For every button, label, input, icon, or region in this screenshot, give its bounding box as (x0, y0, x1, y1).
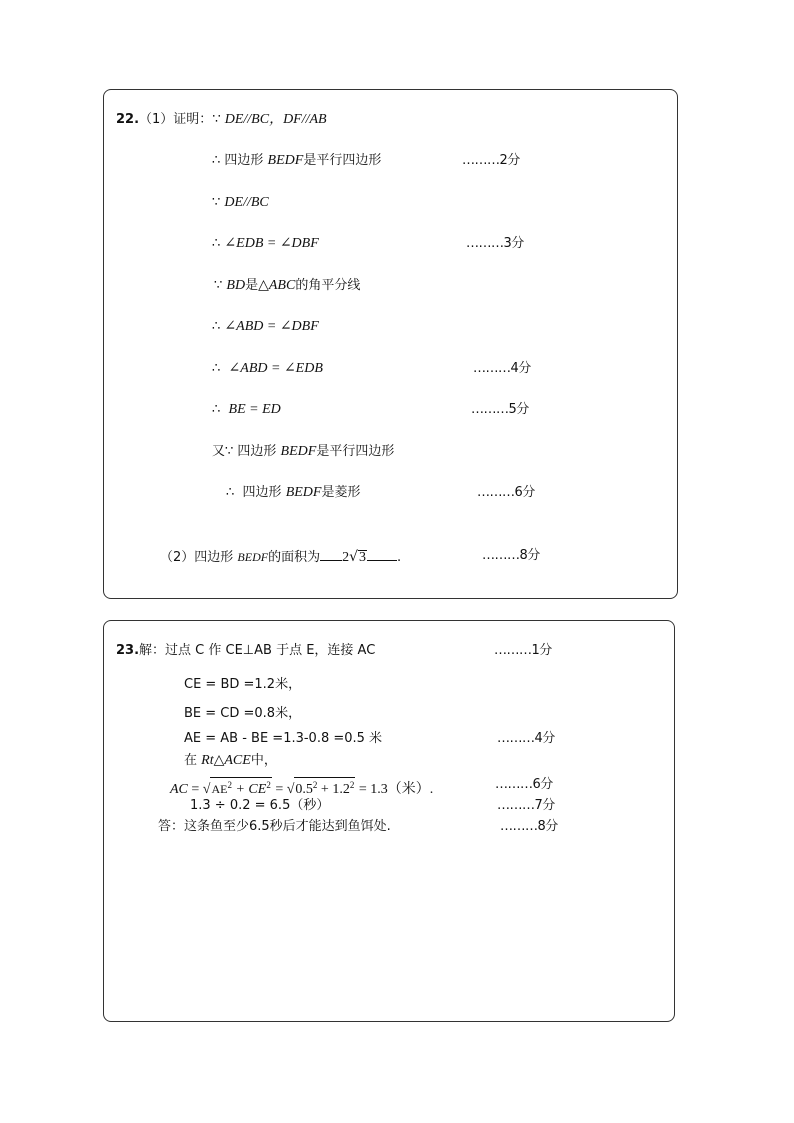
q23-line-8: 答：这条鱼至少6.5秒后才能达到鱼饵处. (158, 819, 391, 834)
q23-l6-r1a: AE (211, 782, 228, 796)
q23-l6-radical-1 (210, 777, 271, 797)
q22-l3-pre: ∵ (212, 195, 221, 210)
q22-given: DE//BC，DF//AB (224, 112, 327, 127)
q22-score-10: ………6分 (477, 485, 535, 500)
q23-score-6: ………6分 (495, 777, 553, 792)
q22-l10-mid: 四边形 (242, 485, 282, 500)
answer-blank-left (320, 548, 342, 561)
q23-l5-tri: Rt△ACE (201, 753, 251, 768)
q22-l8-pre: ∴ (212, 402, 221, 417)
q22-l6-expr: ∠ABD = ∠DBF (224, 319, 319, 334)
q22-l9-pre: 又∵ 四边形 (212, 444, 277, 459)
q22-l2-post: 是平行四边形 (303, 153, 382, 168)
q23-l6-result: = 1.3（米）. (358, 782, 434, 797)
q22-l5-mid: 是 (245, 278, 259, 293)
q22-l10-pre: ∴ (226, 485, 235, 500)
sqrt-icon: √ (349, 549, 359, 565)
q22-line-4 (212, 236, 319, 252)
q22-line-6 (212, 319, 319, 335)
q23-l6-eq: = (191, 782, 200, 797)
q23-line-1 (116, 643, 375, 659)
q22-score-11: ………8分 (482, 548, 540, 563)
q23-line-7: 1.3 ÷ 0.2 = 6.5（秒） (190, 798, 330, 813)
q22-l11-mid: 的面积为 (268, 550, 321, 565)
q23-l6-sq2: 2 (266, 780, 271, 790)
q22-l10-post: 是菱形 (321, 485, 361, 500)
q22-line-7 (212, 361, 323, 377)
q23-l1-text: 解：过点 C 作 CE⊥AB 于点 E，连接 AC (139, 643, 376, 658)
q22-l11-radicand: 3 (359, 550, 367, 565)
q22-l11-post: . (397, 550, 402, 565)
q23-line-3: BE = CD =0.8米， (184, 706, 302, 721)
q23-line-2: CE = BD =1.2米， (184, 677, 302, 692)
q23-l6-r2a: 0.5 (295, 782, 313, 797)
q22-l10-var: BEDF (285, 485, 322, 500)
q23-line-6 (170, 777, 433, 798)
q22-score-2: ………2分 (462, 153, 520, 168)
q22-number: 22. (116, 112, 140, 127)
q22-score-4: ………3分 (466, 236, 524, 251)
q22-l6-pre: ∴ (212, 319, 221, 334)
since-symbol: ∵ (212, 112, 221, 127)
q22-line-11 (160, 548, 401, 566)
q23-l6-radical-2 (294, 777, 355, 797)
q22-l7-expr: ∠ABD = ∠EDB (228, 361, 323, 376)
q22-l11-coef: 2 (342, 550, 350, 565)
q23-score-4: ………4分 (497, 731, 555, 746)
q22-part1-label: （1）证明： (139, 112, 213, 127)
question-23-box (103, 620, 675, 1022)
q22-l8-expr: BE = ED (228, 402, 281, 417)
q22-l9-post: 是平行四边形 (316, 444, 395, 459)
q22-line-1 (116, 112, 327, 128)
q23-score-8: ………8分 (500, 819, 558, 834)
q23-number: 23. (116, 643, 140, 658)
q22-l5-post: 的角平分线 (295, 278, 361, 293)
q23-l6-sq3: 2 (312, 780, 318, 790)
q23-l6-sq4: 2 (349, 780, 355, 790)
q23-l6-eq2: = (275, 782, 284, 797)
q22-l3-expr: DE//BC (224, 195, 269, 210)
q22-line-3 (212, 195, 269, 211)
q22-l5-pre: ∵ (214, 278, 223, 293)
q22-line-10 (226, 485, 360, 501)
q23-l5-post: 中， (250, 753, 277, 768)
q22-score-7: ………4分 (473, 361, 531, 376)
q23-l5-pre: 在 (184, 753, 198, 768)
q22-line-8 (212, 402, 281, 418)
sqrt-icon: √ (202, 782, 211, 797)
sqrt-icon: √ (286, 782, 295, 797)
q23-score-7: ………7分 (497, 798, 555, 813)
q23-line-5 (184, 753, 277, 769)
q22-l5-tri: △ABC (258, 278, 296, 293)
q22-line-9 (212, 444, 394, 460)
q22-l2-pre: ∴ 四边形 (212, 153, 264, 168)
q23-l6-r2b: + 1.2 (320, 782, 350, 797)
q22-l11-pre: （2）四边形 (160, 550, 234, 565)
q23-line-4: AE = AB - BE =1.3-0.8 =0.5 米 (184, 731, 383, 746)
answer-blank-right (367, 548, 397, 561)
q22-line-2 (212, 153, 381, 169)
q23-l6-sq1: 2 (227, 780, 232, 790)
q22-score-8: ………5分 (471, 402, 529, 417)
q22-l9-var: BEDF (280, 444, 317, 459)
q22-l2-var: BEDF (267, 153, 304, 168)
question-22-box (103, 89, 678, 599)
q22-l4-expr: ∠EDB = ∠DBF (224, 236, 319, 251)
q22-l11-var: BEDF (237, 550, 269, 564)
q23-l6-r1b: + CE (235, 782, 267, 797)
q22-line-5 (214, 278, 360, 294)
q22-l5-var: BD (226, 278, 246, 293)
q22-l4-pre: ∴ (212, 236, 221, 251)
q23-l6-lhs: AC (170, 782, 188, 797)
q23-score-1: ………1分 (494, 643, 552, 658)
q22-l7-pre: ∴ (212, 361, 221, 376)
